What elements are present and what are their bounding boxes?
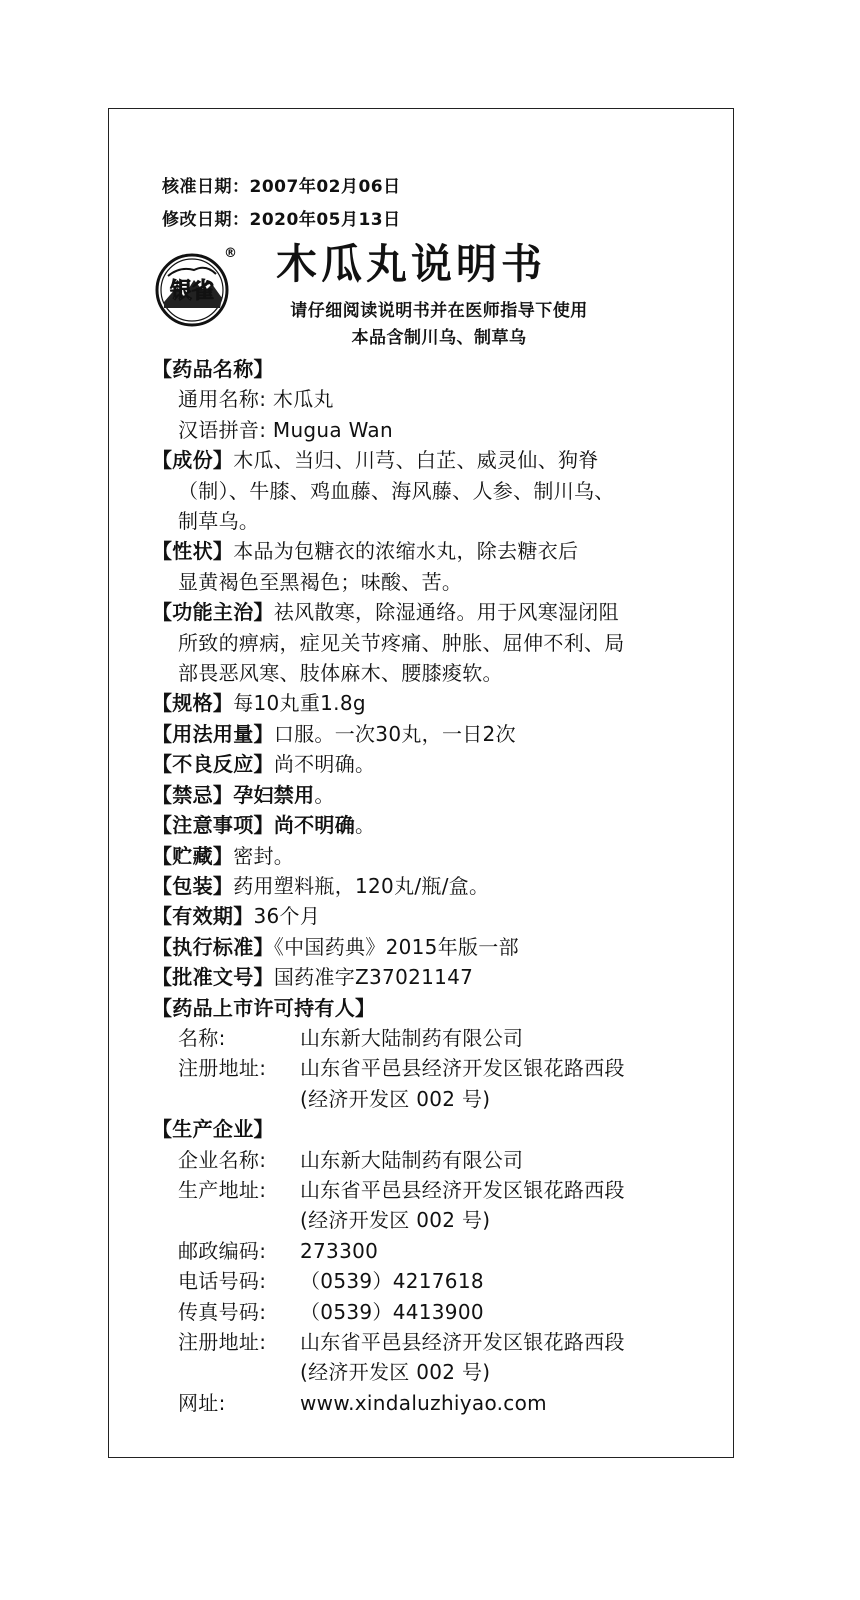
contraindication-value: 孕妇禁用 xyxy=(233,782,315,807)
subtitle-ingredients-warning: 本品含制川乌、制草乌 xyxy=(351,328,527,348)
caution-end: 。 xyxy=(355,813,376,838)
expiry-value: 36个月 xyxy=(253,904,321,929)
character-line-1: 本品为包糖衣的浓缩水丸，除去糖衣后 xyxy=(233,539,579,564)
postal-code: 273300 xyxy=(300,1238,379,1263)
pinyin-name: 汉语拼音: Mugua Wan xyxy=(178,417,393,442)
registered-address-line-2: (经济开发区 002 号) xyxy=(300,1360,491,1385)
section-heading-usage: 【用法用量】 xyxy=(152,721,274,746)
section-heading-storage: 【贮藏】 xyxy=(152,843,234,868)
brand-logo-icon xyxy=(154,246,237,328)
holder-name: 山东新大陆制药有限公司 xyxy=(300,1025,524,1050)
postal-code-label: 邮政编码: xyxy=(178,1238,267,1263)
section-heading-character: 【性状】 xyxy=(152,539,234,564)
section-heading-adverse: 【不良反应】 xyxy=(152,752,274,777)
holder-name-label: 名称: xyxy=(178,1025,226,1050)
spec-value: 每10丸重1.8g xyxy=(233,691,366,716)
fax-number: （0539）4413900 xyxy=(300,1299,484,1324)
function-line-3: 部畏恶风寒、肢体麻木、腰膝痠软。 xyxy=(178,661,503,686)
registered-address-label: 注册地址: xyxy=(178,1330,267,1354)
maker-address-label: 生产地址: xyxy=(178,1177,267,1202)
package-value: 药用塑料瓶，120丸/瓶/盒。 xyxy=(233,873,490,898)
revise-date: 修改日期：2020年05月13日 xyxy=(162,210,401,230)
section-heading-function: 【功能主治】 xyxy=(152,600,274,625)
section-heading-package: 【包装】 xyxy=(152,873,234,898)
registered-mark: ® xyxy=(224,246,237,261)
maker-name-label: 企业名称: xyxy=(178,1147,267,1172)
maker-address-line-2: (经济开发区 002 号) xyxy=(300,1208,491,1233)
caution-value: 尚不明确 xyxy=(273,813,356,838)
section-heading-spec: 【规格】 xyxy=(152,691,234,716)
holder-address-line-1: 山东省平邑县经济开发区银花路西段 xyxy=(300,1056,625,1081)
adverse-value: 尚不明确。 xyxy=(273,752,376,777)
section-heading-maker: 【生产企业】 xyxy=(152,1117,274,1142)
phone-label: 电话号码: xyxy=(178,1269,267,1294)
maker-address-line-1: 山东省平邑县经济开发区银花路西段 xyxy=(300,1177,625,1202)
ingredients-line-3: 制草乌。 xyxy=(178,509,260,534)
function-line-2: 所致的痹病，症见关节疼痛、肿胀、屈伸不利、局 xyxy=(178,630,625,655)
section-heading-caution: 【注意事项】 xyxy=(152,813,274,838)
fax-label: 传真号码: xyxy=(178,1299,267,1324)
approve-date: 核准日期：2007年02月06日 xyxy=(162,177,401,197)
phone-number: （0539）4217618 xyxy=(300,1269,484,1294)
standard-value: 《中国药典》2015年版一部 xyxy=(273,934,519,959)
approval-value: 国药准字Z37021147 xyxy=(273,965,474,990)
function-line-1: 祛风散寒，除湿通络。用于风寒湿闭阻 xyxy=(273,600,619,625)
website-url[interactable]: www.xindaluzhiyao.com xyxy=(300,1390,547,1415)
logo-text: 银雀 xyxy=(169,278,215,304)
document-title: 木瓜丸说明书 xyxy=(276,240,546,288)
section-heading-expiry: 【有效期】 xyxy=(152,904,254,929)
section-heading-ingredients: 【成份】 xyxy=(152,448,234,473)
ingredients-line-2: （制）、牛膝、鸡血藤、海风藤、人参、制川乌、 xyxy=(178,478,615,503)
section-heading-contraindication: 【禁忌】 xyxy=(152,782,234,807)
maker-name: 山东新大陆制药有限公司 xyxy=(300,1147,524,1172)
storage-value: 密封。 xyxy=(233,843,295,868)
instructions-body xyxy=(152,354,712,1418)
character-line-2: 显黄褐色至黑褐色；味酸、苦。 xyxy=(178,569,463,594)
section-heading-approval: 【批准文号】 xyxy=(152,965,274,990)
holder-address-label: 注册地址: xyxy=(178,1056,267,1081)
registered-address-line-1: 山东省平邑县经济开发区银花路西段 xyxy=(300,1330,625,1354)
section-heading-holder: 【药品上市许可持有人】 xyxy=(152,995,376,1020)
contraindication-end: 。 xyxy=(314,782,335,807)
website-label: 网址: xyxy=(178,1390,226,1415)
ingredients-line-1: 木瓜、当归、川芎、白芷、威灵仙、狗脊 xyxy=(233,448,599,473)
section-heading-standard: 【执行标准】 xyxy=(152,934,274,959)
section-heading-name: 【药品名称】 xyxy=(152,357,274,381)
generic-name: 通用名称: 木瓜丸 xyxy=(178,387,334,412)
usage-value: 口服。一次30丸，一日2次 xyxy=(273,721,516,746)
subtitle-instruction: 请仔细阅读说明书并在医师指导下使用 xyxy=(290,301,588,321)
holder-address-line-2: (经济开发区 002 号) xyxy=(300,1086,491,1111)
